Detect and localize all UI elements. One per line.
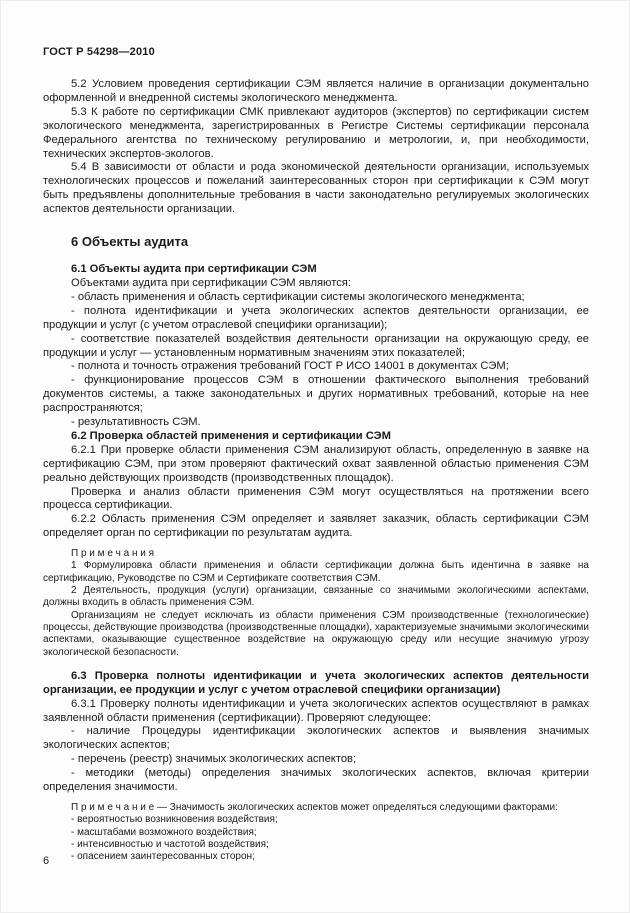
page-number: 6 xyxy=(43,855,50,867)
note-list-item: - вероятностью возникновения воздействия; xyxy=(71,814,278,826)
note-list-item: - интенсивностью и частотой воздействия; xyxy=(71,838,269,850)
paragraph: Проверка и анализ области применения СЭМ могут осуществляться на протяжении всего процесса сертификации. xyxy=(43,485,589,512)
running-header: ГОСТ Р 54298—2010 xyxy=(43,46,155,58)
list-item: - наличие Процедуры идентификации экологических аспектов и выявления значимых экологических аспектов; xyxy=(43,725,589,752)
paragraph: 5.4 В зависимости от области и рода экономической деятельности организации, используемых технологических процессов и пожеланий заинтересованных сторон при сертификации к СЭМ могут быть предъявлены дополнительные требования в части законодательно регулируемых экологических аспектов деятельности организации. xyxy=(43,161,589,216)
paragraph: 5.2 Условием проведения сертификации СЭМ является наличие в организации документально оформленной и внедренной системы экологического менеджмента. xyxy=(43,78,589,104)
list-item: - полнота идентификации и учета экологических аспектов деятельности организации, ее продукции и услуг (с учетом отраслевой специфики организации); xyxy=(43,304,589,331)
paragraph: 5.3 К работе по сертификации СМК привлекают аудиторов (экспертов) по сертификации систем экологического менеджмента, зарегистрированных в Регистре Системы сертификации персонала Федерального агентства по техническому регулированию и метрологии, и, при необходимости, технических экспертов-экологов. xyxy=(43,105,589,160)
note-paragraph: П р и м е ч а н и е — Значимость экологических аспектов может определяться следующими факторами: xyxy=(71,802,558,814)
subsection-heading: 6.3 Проверка полноты идентификации и учета экологических аспектов деятельности организации, ее продукции и услуг с учетом отраслевой специфики организации) xyxy=(43,669,589,696)
list-item: - методики (методы) определения значимых экологических аспектов, включая критерии определения значимости. xyxy=(43,767,589,794)
note-title: П р и м е ч а н и я xyxy=(71,548,155,560)
list-item: - результативность СЭМ. xyxy=(71,416,201,429)
paragraph: 6.2.2 Область применения СЭМ определяет и заявляет заказчик, область сертификации СЭМ определяет орган по сертификации по результатам аудита. xyxy=(43,513,589,540)
list-item: - область применения и область сертификации системы экологического менеджмента; xyxy=(71,290,525,303)
note-paragraph: 1 Формулировка области применения и области сертификации должна быть идентична в заявке на сертификацию, Руководстве по СЭМ и Сертификате соответствия СЭМ. xyxy=(43,560,589,584)
list-item: - соответствие показателей воздействия деятельности организации на окружающую среду, ее продукции и услуг — установленным нормативным значениям этих показателей; xyxy=(43,332,589,359)
section-heading: 6 Объекты аудита xyxy=(71,234,189,250)
document-body xyxy=(43,78,589,864)
paragraph: 6.3.1 Проверку полноты идентификации и учета экологических аспектов осуществляют в рамках заявленной области применения (сертификации). Проверяют следующее: xyxy=(43,697,589,724)
paragraph: 6.2.1 При проверке области применения СЭМ анализируют область, определенную в заявке на сертификацию СЭМ, при этом проверяют фактический охват заявленной областью применения СЭМ реально действующих производств (производственных площадок). xyxy=(43,443,589,484)
paragraph: Объектами аудита при сертификации СЭМ являются: xyxy=(71,276,351,289)
note-paragraph: Организациям не следует исключать из области применения СЭМ производственные (технологические) процессы, действующие производства (производственные площадки), характеризуемые значимыми экологическими аспектами, оказывающие существенное воздействие на окружающую среду или несущие значимую угрозу экологической безопасности. xyxy=(43,609,589,658)
list-item: - функционирование процессов СЭМ в отношении фактического выполнения требований документов системы, а также законодательных и других нормативных требований, которые на нее распространяются; xyxy=(43,374,589,415)
note-list-item: - опасением заинтересованных сторон; xyxy=(71,851,255,863)
note-list-item: - масштабами возможного воздействия; xyxy=(71,826,257,838)
note-paragraph: 2 Деятельность, продукция (услуги) организации, связанные со значимыми экологическими аспектами, должны входить в область применения СЭМ. xyxy=(43,585,589,609)
subsection-heading: 6.2 Проверка областей применения и сертификации СЭМ xyxy=(71,429,391,442)
list-item: - полнота и точность отражения требований ГОСТ Р ИСО 14001 в документах СЭМ; xyxy=(71,360,509,373)
subsection-heading: 6.1 Объекты аудита при сертификации СЭМ xyxy=(71,263,317,276)
list-item: - перечень (реестр) значимых экологических аспектов; xyxy=(71,753,357,766)
